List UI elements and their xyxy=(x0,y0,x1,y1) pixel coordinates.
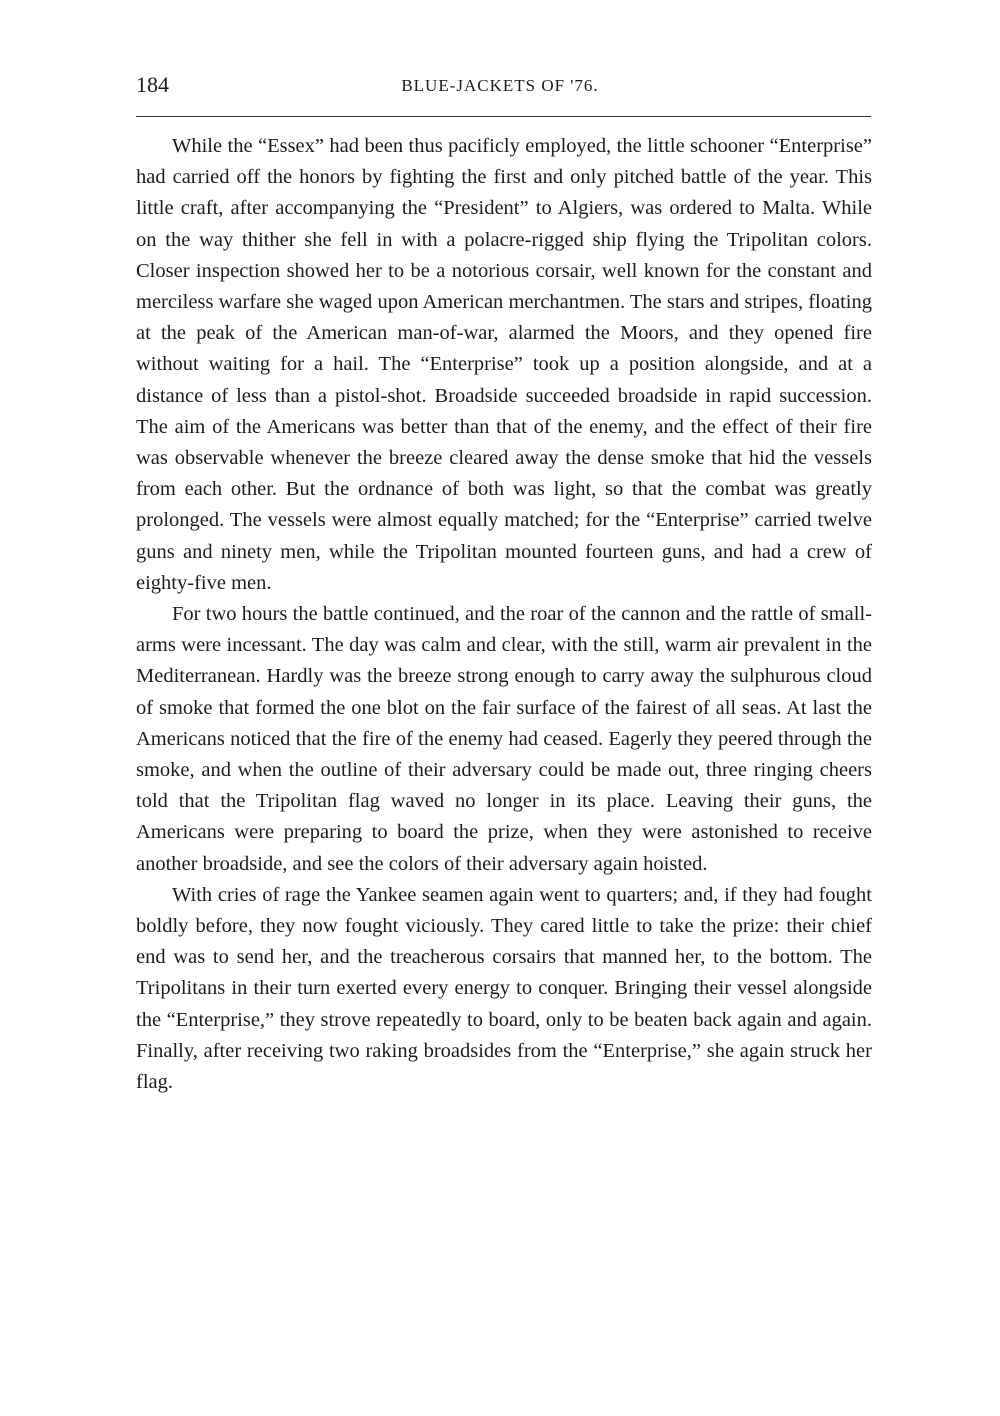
page-number: 184 xyxy=(136,72,169,97)
header-rule xyxy=(136,116,871,117)
body-text xyxy=(136,131,872,1098)
paragraph: For two hours the battle continued, and the roar of the cannon and the rattle of small-arms were incessant. The day was calm and clear, with the still, warm air prevalent in the Mediterranean. Hardly was the breeze strong enough to carry away the sulphurous cloud of smoke that formed the one blot on the fair surface of the fairest of all seas. At last the Americans noticed that the fire of the enemy had ceased. Eagerly they peered through the smoke, and when the outline of their adversary could be made out, three ringing cheers told that the Tripolitan flag waved no longer in its place. Leaving their guns, the Americans were preparing to board the prize, when they were astonished to receive another broadside, and see the colors of their adversary again hoisted. xyxy=(136,603,872,875)
paragraph: While the “Essex” had been thus pacificly employed, the little schooner “Enterprise” had carried off the honors by fighting the first and only pitched battle of the year. This little craft, after accompanying the “President” to Algiers, was ordered to Malta. While on the way thither she fell in with a polacre-rigged ship flying the Tripolitan colors. Closer inspection showed her to be a notorious corsair, well known for the constant and merciless warfare she waged upon American merchantmen. The stars and stripes, floating at the peak of the American man-of-war, alarmed the Moors, and they opened fire without waiting for a hail. The “Enterprise” took up a position alongside, and at a distance of less than a pistol-shot. Broadside succeeded broadside in rapid succession. The aim of the Americans was better than that of the enemy, and the effect of their fire was observable whenever the breeze cleared away the dense smoke that hid the vessels from each other. But the ordnance of both was light, so that the combat was greatly prolonged. The vessels were almost equally matched; for the “Enterprise” carried twelve guns and ninety men, while the Tripolitan mounted fourteen guns, and had a crew of eighty-five men. xyxy=(136,135,872,594)
running-title: BLUE-JACKETS OF '76. xyxy=(401,76,599,95)
paragraph: With cries of rage the Yankee seamen again went to quarters; and, if they had fought boldly before, they now fought viciously. They cared little to take the prize: their chief end was to send her, and the treacherous corsairs that manned her, to the bottom. The Tripolitans in their turn exerted every energy to conquer. Bringing their vessel alongside the “Enterprise,” they strove repeatedly to board, only to be beaten back again and again. Finally, after receiving two raking broadsides from the “Enterprise,” she again struck her flag. xyxy=(136,883,872,1094)
